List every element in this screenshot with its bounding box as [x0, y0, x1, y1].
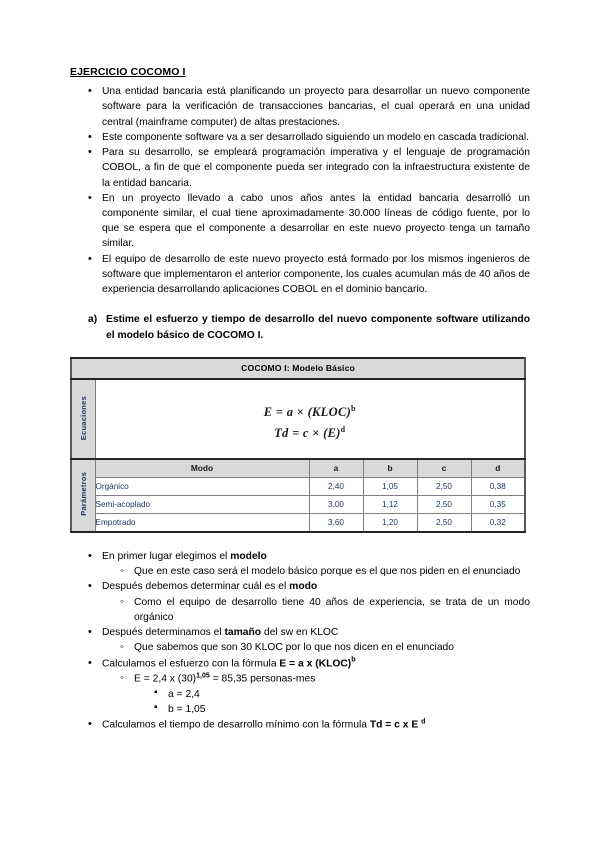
cell-b: 1,12 — [363, 495, 417, 513]
solution-step-4-formula: E = a x (KLOC) — [279, 657, 352, 669]
list-item — [102, 579, 530, 625]
question-a — [88, 312, 530, 342]
list-item — [102, 549, 530, 579]
equation-time-base: (E) — [323, 426, 341, 441]
list-item: ▪ a = 2,4 — [168, 687, 530, 702]
solution-step-3-bold: tamaño — [224, 627, 262, 639]
equation-effort: E = a × (KLOC)$^b$ — [263, 404, 356, 420]
cell-c: 2,50 — [417, 495, 471, 513]
cell-a: 3,60 — [309, 513, 363, 532]
document-content — [70, 66, 530, 733]
list-item: • Este componente software va a ser desarrollado siguiendo un modelo en cascada tradicional. — [102, 130, 530, 145]
list-item: ◦ Que sabemos que son 30 KLOC por lo que nos dicen en el enunciado — [134, 640, 530, 655]
cell-c: 2,50 — [417, 477, 471, 495]
solution-step-5-pre: Calculamos el tiempo de desarrollo mínimo con la fórmula — [102, 719, 370, 731]
solution-sublist — [102, 640, 530, 655]
list-item: • El equipo de desarrollo de este nuevo proyecto está formado por los mismos ingenieros de software que implementaron el anterior componente, los cuales acumulan más de 40 años de experiencia desarrollando aplicaciones COBOL en el dominio bancario. — [102, 252, 530, 298]
cell-b: 1,20 — [363, 513, 417, 532]
equation-effort-lhs: E — [263, 405, 273, 420]
table-row — [71, 358, 525, 379]
table-row — [71, 513, 525, 532]
intro-bullet-list — [70, 84, 530, 297]
cell-modo: Empotrado — [95, 513, 309, 532]
row-label-equations — [71, 379, 95, 459]
solution-step-2-pre: Después debemos determinar cuál es el — [102, 581, 290, 593]
solution-step-3-post: del sw en KLOC — [261, 627, 339, 639]
equation-time-coef: c — [302, 426, 309, 441]
row-label-parameters — [71, 459, 95, 532]
list-item: ▪ b = 1,05 — [168, 702, 530, 717]
equation-effort-coef: a — [286, 405, 294, 420]
list-item — [134, 671, 530, 717]
solution-calc-pre: E = 2,4 x (30) — [134, 673, 197, 685]
table-title-cell: COCOMO I: Modelo Básico — [71, 358, 525, 379]
solution-step-2-bold: modo — [289, 581, 318, 593]
equations-cell — [95, 379, 525, 459]
table-row — [71, 495, 525, 513]
equation-effort-exp: b — [351, 404, 356, 414]
solution-bullet-list — [70, 549, 530, 733]
solution-calc-post: = 85,35 personas-mes — [209, 673, 316, 685]
cell-a: 2,40 — [309, 477, 363, 495]
equation-effort-op: × — [296, 405, 305, 420]
column-header-b: b — [363, 459, 417, 478]
solution-step-1-pre: En primer lugar elegimos el — [102, 550, 231, 562]
column-header-modo: Modo — [95, 459, 309, 478]
cell-b: 1,05 — [363, 477, 417, 495]
list-item — [102, 717, 530, 733]
list-item: • Para su desarrollo, se empleará programación imperativa y el lenguaje de programación COBOL, a fin de que el componente pueda ser integrado con la infraestructura existente de la entidad bancaria. — [102, 145, 530, 191]
question-a-text: Estime el esfuerzo y tiempo de desarrollo del nuevo componente software utilizando el modelo básico de COCOMO I. — [106, 314, 530, 341]
solution-step-5-formula-exp: d — [421, 718, 426, 726]
column-header-c: c — [417, 459, 471, 478]
list-item: ◦ Como el equipo de desarrollo tiene 40 años de experiencia, se trata de un modo orgánico — [134, 595, 530, 625]
solution-step-1-bold: modelo — [230, 550, 267, 562]
cocomo-table — [70, 357, 526, 533]
equation-effort-base: (KLOC) — [307, 405, 352, 420]
page-title: EJERCICIO COCOMO I — [70, 66, 186, 78]
cell-d: 0,35 — [471, 495, 525, 513]
equation-time: $Td = c \times (E)^d$ — [274, 424, 346, 441]
equation-time-op: × — [312, 426, 320, 441]
list-item: • Una entidad bancaria está planificando un proyecto para desarrollar un nuevo componente software para la verificación de transacciones bancarias, el cual operará en una unidad central (mainframe computer) de altas prestaciones. — [102, 84, 530, 130]
cell-d: 0,38 — [471, 477, 525, 495]
list-item — [102, 656, 530, 718]
list-item — [102, 625, 530, 655]
table-row — [71, 379, 525, 459]
row-label-parameters-text: Parámetros — [78, 472, 88, 517]
equation-time-lhs: Td — [274, 426, 289, 441]
solution-step-5-formula: Td = c x E — [369, 719, 422, 731]
cell-c: 2,50 — [417, 513, 471, 532]
cell-d: 0,32 — [471, 513, 525, 532]
solution-step-4-formula-exp: b — [351, 656, 356, 664]
cell-modo: Semi-acoplado — [95, 495, 309, 513]
list-item: ◦ Que en este caso será el modelo básico porque es el que nos piden en el enunciado — [134, 564, 530, 579]
solution-subsublist — [134, 687, 530, 717]
list-item: • En un proyecto llevado a cabo unos años antes la entidad bancaria desarrolló un componente similar, el cual tiene aproximadamente 30.000 líneas de código fuente, por lo que se espera que el componente a desarrollar en este nuevo proyecto tenga un tamaño similar. — [102, 191, 530, 252]
question-a-marker: a) — [88, 314, 98, 326]
solution-sublist — [102, 671, 530, 717]
column-header-d: d — [471, 459, 525, 478]
row-label-equations-text: Ecuaciones — [78, 395, 88, 440]
cell-modo: Orgánico — [95, 477, 309, 495]
table-row — [71, 477, 525, 495]
cell-a: 3,00 — [309, 495, 363, 513]
solution-sublist — [102, 595, 530, 625]
column-header-a: a — [309, 459, 363, 478]
solution-step-3-pre: Después determinamos el — [102, 627, 225, 639]
solution-sublist — [102, 564, 530, 579]
equation-time-exp: d — [340, 424, 346, 434]
cocomo-table-wrapper — [70, 357, 524, 533]
solution-step-4-pre: Calculamos el esfuerzo con la fórmula — [102, 657, 280, 669]
solution-calc-exp: 1,05 — [196, 672, 210, 680]
table-row — [71, 459, 525, 478]
